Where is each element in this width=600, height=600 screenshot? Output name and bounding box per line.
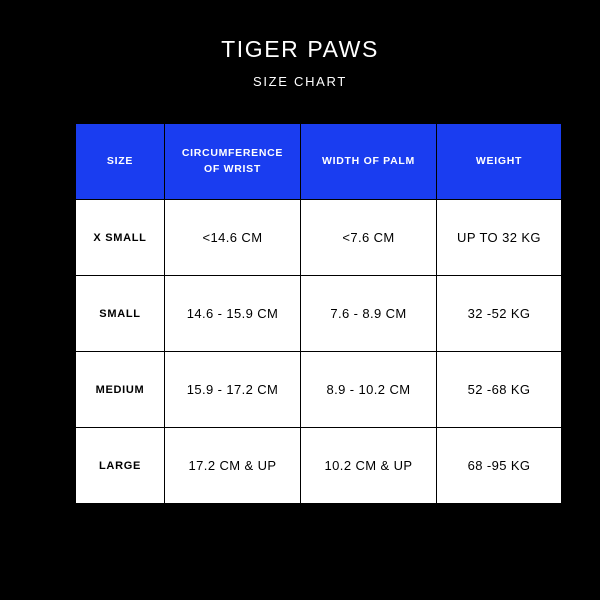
cell-circumference: 15.9 - 17.2 CM <box>165 352 301 428</box>
cell-size: LARGE <box>76 428 165 504</box>
column-header-palm-width: WIDTH OF PALM <box>301 124 437 200</box>
cell-weight: 32 -52 KG <box>437 276 562 352</box>
column-header-circumference <box>165 124 301 200</box>
table-row <box>76 276 562 352</box>
cell-circumference: 14.6 - 15.9 CM <box>165 276 301 352</box>
table-body <box>76 200 562 504</box>
cell-palm-width: 10.2 CM & UP <box>301 428 437 504</box>
column-header-circumference-line1: CIRCUMFERENCE <box>181 147 284 160</box>
cell-size: SMALL <box>76 276 165 352</box>
size-chart-table <box>75 123 562 504</box>
column-header-weight: WEIGHT <box>437 124 562 200</box>
table-row <box>76 352 562 428</box>
cell-palm-width: 7.6 - 8.9 CM <box>301 276 437 352</box>
table-row <box>76 428 562 504</box>
page-header <box>0 0 600 89</box>
cell-circumference: 17.2 CM & UP <box>165 428 301 504</box>
cell-palm-width: 8.9 - 10.2 CM <box>301 352 437 428</box>
column-header-size: SIZE <box>76 124 165 200</box>
cell-weight: 52 -68 KG <box>437 352 562 428</box>
table-header-row <box>76 124 562 200</box>
cell-weight: UP TO 32 KG <box>437 200 562 276</box>
size-chart-table-wrapper <box>75 123 541 504</box>
page-subtitle: SIZE CHART <box>252 73 348 89</box>
cell-circumference: <14.6 CM <box>165 200 301 276</box>
cell-size: MEDIUM <box>76 352 165 428</box>
cell-palm-width: <7.6 CM <box>301 200 437 276</box>
table-header <box>76 124 562 200</box>
cell-size: X SMALL <box>76 200 165 276</box>
cell-weight: 68 -95 KG <box>437 428 562 504</box>
table-row <box>76 200 562 276</box>
column-header-circumference-line2: OF WRIST <box>204 162 261 175</box>
page-title: TIGER PAWS <box>221 36 379 62</box>
